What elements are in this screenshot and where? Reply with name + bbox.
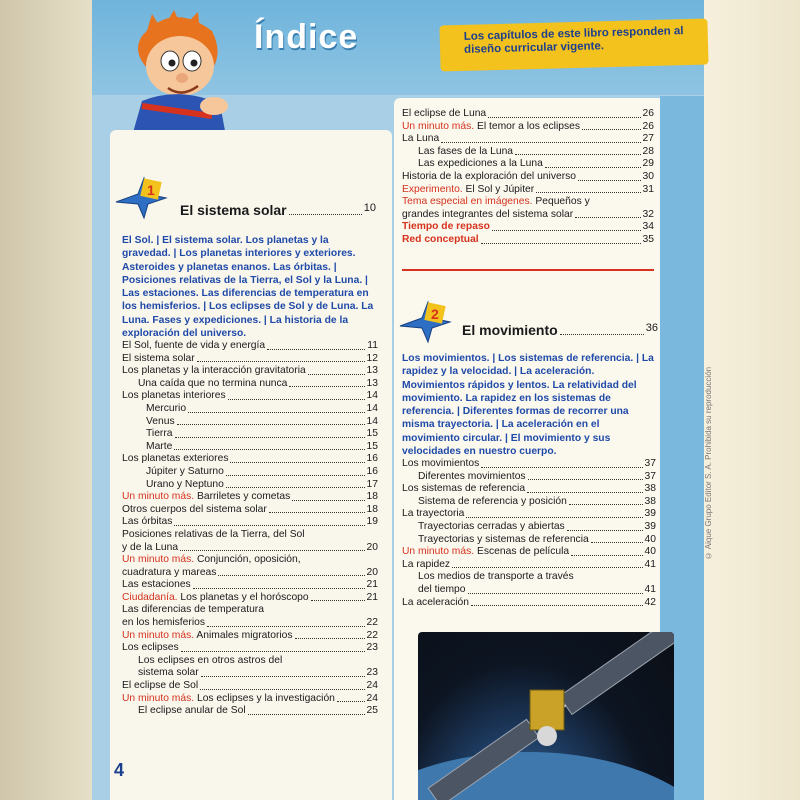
chapter2-heading[interactable]: El movimiento 36 bbox=[462, 322, 658, 338]
toc-entry-kicker: Red conceptual bbox=[402, 233, 479, 245]
toc-entry[interactable] bbox=[402, 571, 656, 584]
toc-entry[interactable] bbox=[122, 441, 378, 454]
toc-leader bbox=[226, 466, 365, 476]
toc-entry[interactable] bbox=[122, 353, 378, 366]
toc-leader bbox=[295, 630, 365, 640]
toc-entry-page: 42 bbox=[644, 596, 656, 608]
toc-entry-title: La Luna bbox=[402, 133, 440, 145]
toc-leader bbox=[471, 597, 643, 607]
toc-entry-kicker: Tema especial en imágenes. bbox=[402, 196, 533, 208]
toc-leader bbox=[188, 403, 364, 413]
toc-entry[interactable] bbox=[122, 642, 378, 655]
toc-entry-title: El sistema solar bbox=[122, 352, 195, 364]
satellite-photo bbox=[418, 632, 674, 800]
toc-entry-title: El Sol, fuente de vida y energía bbox=[122, 340, 266, 351]
toc-entry-title: Las órbitas bbox=[122, 516, 173, 528]
toc-entry-page: 24 bbox=[366, 680, 378, 692]
separator-line bbox=[402, 269, 654, 271]
toc-leader bbox=[575, 209, 640, 219]
toc-entry[interactable] bbox=[122, 416, 378, 429]
toc-entry[interactable] bbox=[122, 365, 378, 378]
toc-entry-title: El eclipse de Luna bbox=[402, 108, 487, 119]
toc-leader bbox=[481, 458, 642, 468]
toc-entry-page: 26 bbox=[642, 108, 654, 119]
toc-entry-title: Los eclipses en otros astros del bbox=[138, 654, 283, 666]
toc-entry-page: 27 bbox=[642, 133, 654, 145]
toc-leader bbox=[200, 680, 364, 690]
toc-entry-page: 13 bbox=[366, 365, 378, 377]
toc-entry-title: Otros cuerpos del sistema solar bbox=[122, 503, 267, 515]
toc-entry[interactable] bbox=[122, 479, 378, 492]
toc-entry[interactable] bbox=[122, 428, 378, 441]
toc-entry[interactable] bbox=[122, 705, 378, 718]
toc-leader bbox=[515, 146, 641, 156]
toc-leader bbox=[578, 171, 641, 181]
toc-entry-page: 28 bbox=[642, 145, 654, 157]
toc-leader bbox=[441, 133, 640, 143]
toc-entry-page: 23 bbox=[366, 667, 378, 679]
toc-entry-page: 40 bbox=[644, 533, 656, 545]
toc-entry-page: 30 bbox=[642, 170, 654, 182]
toc-leader bbox=[181, 642, 365, 652]
toc-entry[interactable] bbox=[122, 592, 378, 605]
toc-entry-page: 39 bbox=[644, 508, 656, 520]
cartoon-boy-icon bbox=[102, 6, 242, 136]
toc-entry-title: Tierra bbox=[146, 428, 173, 440]
toc-leader bbox=[452, 559, 642, 569]
toc-entry[interactable] bbox=[122, 667, 378, 680]
toc-entry[interactable] bbox=[122, 466, 378, 479]
svg-text:2: 2 bbox=[431, 306, 439, 322]
toc-leader bbox=[207, 617, 365, 627]
toc-entry-title: Escenas de película bbox=[474, 546, 570, 558]
toc-leader bbox=[197, 353, 365, 363]
toc-entry-page: 29 bbox=[642, 158, 654, 170]
toc-entry[interactable] bbox=[402, 584, 656, 597]
chapter1-summary: El Sol. | El sistema solar. Los planetas y la gravedad. | Los planetas interiores y exteriores. Asteroides y planetas enanos. Las órbitas. | Posiciones relativas de la Tierra, el Sol y la Luna. | Las estaciones. Las diferencias de temperatura en los hemisferios. | Los eclipses de Sol y de Luna. La Luna. Fases y expediciones. | La historia de la exploración del universo. bbox=[122, 235, 374, 340]
chapter2-toc bbox=[402, 458, 656, 609]
toc-entry[interactable] bbox=[402, 521, 656, 534]
toc-entry-title: Los sistemas de referencia bbox=[402, 483, 526, 495]
toc-entry[interactable] bbox=[402, 483, 656, 496]
toc-entry[interactable] bbox=[122, 453, 378, 466]
toc-entry-page: 22 bbox=[366, 617, 378, 629]
toc-entry-title: del tiempo bbox=[418, 583, 466, 595]
copyright-credit: © Aique Grupo Editor S. A. Prohibida su reproducción bbox=[704, 366, 713, 560]
toc-entry-title: grandes integrantes del sistema solar bbox=[402, 208, 574, 220]
toc-entry[interactable] bbox=[122, 504, 378, 517]
toc-entry-title: Las estaciones bbox=[122, 579, 191, 591]
toc-entry-page: 18 bbox=[366, 503, 378, 515]
toc-entry-page: 39 bbox=[644, 520, 656, 532]
toc-entry-title: Conjunción, oposición, bbox=[194, 554, 301, 566]
toc-entry[interactable] bbox=[122, 403, 378, 416]
toc-entry-title: El eclipse de Sol bbox=[122, 680, 199, 692]
toc-entry[interactable] bbox=[402, 108, 654, 121]
toc-leader bbox=[177, 416, 365, 426]
toc-entry-page: 15 bbox=[366, 440, 378, 452]
chapter1-toc-continued bbox=[402, 108, 654, 247]
toc-entry[interactable] bbox=[402, 133, 654, 146]
toc-entry-page: 17 bbox=[366, 478, 378, 490]
toc-entry[interactable] bbox=[122, 579, 378, 592]
toc-entry[interactable] bbox=[122, 390, 378, 403]
toc-entry-kicker: Un minuto más. bbox=[122, 692, 195, 704]
toc-leader bbox=[218, 567, 364, 577]
svg-text:1: 1 bbox=[147, 182, 155, 198]
toc-entry-page: 35 bbox=[642, 233, 654, 245]
toc-entry-title: La rapidez bbox=[402, 558, 451, 570]
curriculum-note: Los capítulos de este libro responden al diseño curricular vigente. bbox=[439, 19, 708, 72]
toc-entry-page: 15 bbox=[366, 428, 378, 440]
toc-entry-page: 13 bbox=[366, 377, 378, 389]
toc-entry[interactable] bbox=[402, 158, 654, 171]
page-binding bbox=[0, 0, 92, 800]
toc-leader bbox=[481, 234, 641, 244]
toc-entry-title: Los planetas y el horóscopo bbox=[177, 591, 309, 603]
toc-entry-title: Mercurio bbox=[146, 402, 187, 414]
toc-leader bbox=[269, 504, 365, 514]
toc-entry-title: y de la Luna bbox=[122, 541, 179, 553]
toc-entry-page: 38 bbox=[644, 483, 656, 495]
toc-entry-title: Barriletes y cometas bbox=[194, 491, 291, 503]
toc-entry-page: 31 bbox=[642, 183, 654, 195]
toc-entry[interactable] bbox=[122, 542, 378, 555]
toc-entry[interactable] bbox=[122, 630, 378, 643]
toc-leader bbox=[174, 516, 364, 526]
blue-star-number-icon bbox=[114, 176, 168, 220]
toc-entry-kicker: Un minuto más. bbox=[122, 629, 195, 641]
toc-entry-page: 37 bbox=[644, 470, 656, 482]
toc-leader bbox=[488, 108, 640, 118]
toc-entry-kicker: Experimento. bbox=[402, 183, 463, 195]
toc-entry[interactable] bbox=[402, 184, 654, 197]
toc-entry-title: El eclipse anular de Sol bbox=[138, 705, 246, 717]
toc-leader bbox=[289, 378, 364, 388]
toc-entry-page: 40 bbox=[644, 546, 656, 558]
toc-entry-page: 32 bbox=[642, 208, 654, 220]
toc-entry-page: 16 bbox=[366, 453, 378, 465]
toc-entry-page: 26 bbox=[642, 120, 654, 132]
toc-entry-title: El Sol y Júpiter bbox=[462, 183, 535, 195]
toc-entry-kicker: Un minuto más. bbox=[402, 546, 475, 558]
toc-entry-title: Venus bbox=[146, 415, 175, 427]
toc-entry-title: Las fases de la Luna bbox=[418, 145, 514, 157]
toc-entry[interactable] bbox=[402, 121, 654, 134]
chapter1-heading[interactable]: El sistema solar 10 bbox=[180, 202, 376, 218]
toc-leader bbox=[571, 546, 642, 556]
toc-entry-title: Los planetas exteriores bbox=[122, 453, 229, 465]
toc-entry-page: 14 bbox=[366, 402, 378, 414]
toc-entry-title: Trayectorias cerradas y abiertas bbox=[418, 520, 565, 532]
toc-entry-page: 23 bbox=[366, 642, 378, 654]
toc-leader bbox=[175, 428, 365, 438]
chapter1-toc bbox=[122, 340, 378, 718]
toc-leader bbox=[536, 184, 640, 194]
toc-entry-kicker: Un minuto más. bbox=[402, 120, 475, 132]
toc-entry-page: 24 bbox=[366, 692, 378, 704]
toc-entry-title: La trayectoria bbox=[402, 508, 465, 520]
toc-leader bbox=[174, 441, 364, 451]
toc-entry[interactable] bbox=[402, 196, 654, 209]
toc-entry[interactable] bbox=[402, 559, 656, 572]
toc-entry[interactable] bbox=[122, 693, 378, 706]
toc-entry-page: 18 bbox=[366, 491, 378, 503]
toc-leader bbox=[311, 592, 365, 602]
toc-entry[interactable] bbox=[402, 471, 656, 484]
toc-leader bbox=[567, 521, 643, 531]
page-number: 4 bbox=[114, 760, 125, 780]
toc-entry-kicker: Un minuto más. bbox=[122, 554, 195, 566]
toc-entry[interactable] bbox=[402, 508, 656, 521]
toc-entry[interactable] bbox=[122, 554, 378, 567]
toc-entry[interactable] bbox=[122, 604, 378, 617]
toc-entry[interactable] bbox=[122, 378, 378, 391]
toc-entry-page: 34 bbox=[642, 221, 654, 233]
toc-entry-page: 22 bbox=[366, 629, 378, 641]
toc-entry-title: Sistema de referencia y posición bbox=[418, 495, 567, 507]
toc-entry-title: sistema solar bbox=[138, 667, 199, 679]
toc-entry-title: El temor a los eclipses bbox=[474, 120, 580, 132]
toc-entry-page: 14 bbox=[366, 390, 378, 402]
toc-leader bbox=[591, 534, 643, 544]
toc-entry-page: 20 bbox=[366, 566, 378, 578]
toc-leader bbox=[492, 221, 641, 231]
toc-leader bbox=[267, 340, 365, 350]
toc-entry-title: Diferentes movimientos bbox=[418, 470, 526, 482]
toc-leader bbox=[228, 390, 365, 400]
toc-entry-page: 37 bbox=[644, 458, 656, 469]
toc-entry[interactable] bbox=[402, 534, 656, 547]
toc-entry[interactable] bbox=[402, 546, 656, 559]
toc-entry-page: 21 bbox=[366, 591, 378, 603]
toc-entry-title: Pequeños y bbox=[532, 196, 590, 208]
toc-entry-kicker: Un minuto más. bbox=[122, 491, 195, 503]
toc-leader bbox=[308, 365, 365, 375]
toc-leader bbox=[569, 496, 643, 506]
toc-entry[interactable] bbox=[122, 516, 378, 529]
toc-entry[interactable] bbox=[122, 655, 378, 668]
toc-entry-page: 12 bbox=[366, 352, 378, 364]
toc-entry-page: 20 bbox=[366, 541, 378, 553]
toc-leader bbox=[466, 508, 642, 518]
toc-entry[interactable] bbox=[122, 340, 378, 353]
toc-entry-page: 11 bbox=[367, 340, 378, 351]
toc-entry-title: Trayectorias y sistemas de referencia bbox=[418, 533, 589, 545]
toc-entry-title: Los planetas y la interacción gravitatoria bbox=[122, 365, 306, 377]
toc-entry-kicker: Tiempo de repaso bbox=[402, 221, 490, 233]
toc-entry[interactable] bbox=[402, 496, 656, 509]
chapter2-summary: Los movimientos. | Los sistemas de referencia. | La rapidez y la velocidad. | La aceleración. Movimientos rápidos y lentos. La relatividad del movimiento. La rapidez en los sistemas de referencia. | Diferentes formas de recorrer una misma trayectoria. | La aceleración en el movimiento circular. | El movimiento y sus velocidades en nuestro cuerpo. bbox=[402, 353, 654, 458]
toc-leader bbox=[292, 491, 364, 501]
toc-entry-page: 41 bbox=[644, 558, 656, 570]
toc-entry-page: 21 bbox=[366, 579, 378, 591]
toc-entry-title: Historia de la exploración del universo bbox=[402, 170, 576, 182]
toc-leader bbox=[545, 158, 641, 168]
toc-leader bbox=[230, 453, 364, 463]
toc-leader bbox=[527, 483, 642, 493]
toc-entry[interactable] bbox=[122, 529, 378, 542]
toc-entry-title: cuadratura y mareas bbox=[122, 566, 217, 578]
toc-entry[interactable] bbox=[402, 221, 654, 234]
toc-leader bbox=[193, 579, 365, 589]
toc-entry-page: 19 bbox=[366, 516, 378, 528]
toc-entry-page: 25 bbox=[366, 705, 378, 717]
toc-entry[interactable] bbox=[402, 458, 656, 471]
toc-entry-title: La aceleración bbox=[402, 596, 469, 608]
toc-entry-title: en los hemisferios bbox=[122, 617, 205, 629]
toc-entry-title: Urano y Neptuno bbox=[146, 478, 224, 490]
toc-entry-title: Los movimientos bbox=[402, 458, 480, 469]
toc-leader bbox=[201, 667, 365, 677]
toc-entry-page: 38 bbox=[644, 495, 656, 507]
toc-entry-page: 41 bbox=[644, 583, 656, 595]
toc-entry-title: Los planetas interiores bbox=[122, 390, 226, 402]
toc-entry-title: Las expediciones a la Luna bbox=[418, 158, 543, 170]
page-title: Índice bbox=[254, 18, 359, 56]
toc-leader bbox=[337, 693, 365, 703]
toc-leader bbox=[226, 479, 365, 489]
toc-entry[interactable] bbox=[402, 146, 654, 159]
toc-entry-title: Los eclipses y la investigación bbox=[194, 692, 335, 704]
toc-entry-title: Las diferencias de temperatura bbox=[122, 604, 264, 616]
toc-entry[interactable] bbox=[122, 617, 378, 630]
toc-entry[interactable] bbox=[122, 567, 378, 580]
toc-entry-title: Júpiter y Saturno bbox=[146, 465, 224, 477]
toc-entry[interactable] bbox=[402, 234, 654, 247]
toc-entry-page: 14 bbox=[366, 415, 378, 427]
toc-leader bbox=[528, 471, 643, 481]
blue-star-number-icon bbox=[398, 300, 452, 344]
toc-leader bbox=[582, 121, 641, 131]
toc-entry-title: Animales migratorios bbox=[194, 629, 293, 641]
toc-entry-page: 16 bbox=[366, 465, 378, 477]
toc-entry[interactable] bbox=[402, 597, 656, 610]
toc-entry-title: Posiciones relativas de la Tierra, del Sol bbox=[122, 528, 305, 540]
toc-leader bbox=[468, 584, 643, 594]
toc-entry[interactable] bbox=[122, 491, 378, 504]
toc-entry[interactable] bbox=[122, 680, 378, 693]
toc-leader bbox=[248, 705, 365, 715]
toc-entry-kicker: Ciudadanía. bbox=[122, 591, 178, 603]
toc-leader bbox=[180, 542, 364, 552]
toc-entry-title: Los eclipses bbox=[122, 642, 179, 654]
toc-entry-title: Una caída que no termina nunca bbox=[138, 377, 288, 389]
toc-entry[interactable] bbox=[402, 209, 654, 222]
toc-entry-title: Marte bbox=[146, 440, 173, 452]
toc-entry-title: Los medios de transporte a través bbox=[418, 571, 574, 583]
toc-entry[interactable] bbox=[402, 171, 654, 184]
